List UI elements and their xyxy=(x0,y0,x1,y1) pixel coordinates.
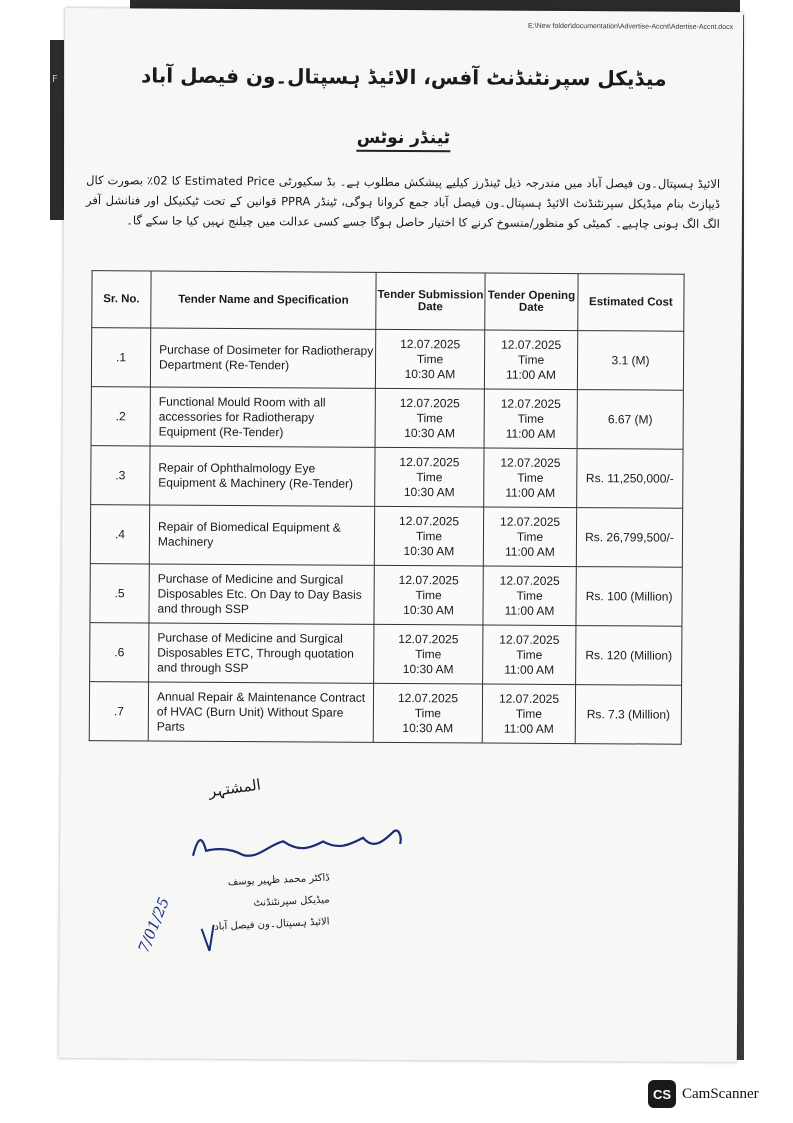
cell-estimated-cost: Rs. 26,799,500/- xyxy=(576,508,682,568)
tender-notice-title: ٹینڈر نوٹس xyxy=(64,126,742,150)
submission-time-label: Time xyxy=(415,587,442,602)
table-row xyxy=(90,623,682,686)
opening-date: 12.07.2025 xyxy=(500,514,561,529)
submission-time: 10:30 AM xyxy=(403,602,454,617)
cell-sr-no: .7 xyxy=(89,682,148,741)
cell-sr-no: .4 xyxy=(90,505,149,564)
header-estimated-cost: Estimated Cost xyxy=(578,274,684,332)
signatory-title: میڈیکل سپرنٹنڈنٹ xyxy=(253,894,330,909)
handwritten-date: 7/01/25 xyxy=(134,894,174,956)
cell-tender-name: Purchase of Medicine and Surgical Disposables ETC, Through quotation and through SSP xyxy=(149,623,374,683)
file-path: E:\New folder\documentation\Advertise-Accnt\Adertise-Accnt.docx xyxy=(528,22,734,32)
submission-time: 10:30 AM xyxy=(402,661,454,676)
submission-date: 12.07.2025 xyxy=(400,336,461,351)
cell-submission xyxy=(375,388,484,448)
initial-mark xyxy=(197,921,217,961)
header-tender-name: Tender Name and Specification xyxy=(151,271,376,329)
cell-sr-no: .6 xyxy=(90,623,149,682)
submission-time-label: Time xyxy=(416,351,444,366)
table-row xyxy=(89,682,681,745)
opening-date: 12.07.2025 xyxy=(500,396,561,411)
opening-time-label: Time xyxy=(517,411,544,426)
cell-estimated-cost: 6.67 (M) xyxy=(577,390,683,450)
cell-tender-name: Functional Mould Room with all accessories for Radiotherapy Equipment (Re-Tender) xyxy=(150,387,375,447)
cell-opening xyxy=(483,625,576,685)
submission-date: 12.07.2025 xyxy=(398,572,459,587)
opening-time-label: Time xyxy=(516,588,543,603)
opening-date: 12.07.2025 xyxy=(499,573,560,588)
cell-estimated-cost: Rs. 7.3 (Million) xyxy=(575,685,681,745)
signatory-organization: الائیڈ ہسپتال۔ون فیصل آباد xyxy=(214,916,330,933)
cell-submission xyxy=(375,329,484,389)
opening-time-label: Time xyxy=(517,352,545,367)
cell-submission xyxy=(374,565,483,625)
table-row xyxy=(90,564,682,627)
signatory-stamp xyxy=(170,871,330,938)
cell-estimated-cost: Rs. 11,250,000/- xyxy=(577,449,683,509)
cell-sr-no: .3 xyxy=(91,446,150,505)
submission-time-label: Time xyxy=(414,705,442,720)
signature-mark xyxy=(188,821,418,872)
opening-date: 12.07.2025 xyxy=(500,455,561,470)
header-sr-no: Sr. No. xyxy=(92,271,151,328)
opening-date: 12.07.2025 xyxy=(499,632,560,647)
submission-time: 10:30 AM xyxy=(403,543,455,558)
opening-time: 11:00 AM xyxy=(505,426,556,441)
camscanner-logo-icon: CS xyxy=(648,1080,676,1108)
cell-sr-no: .2 xyxy=(91,387,150,446)
tender-table xyxy=(89,270,685,745)
table-row xyxy=(90,505,682,568)
submission-time: 10:30 AM xyxy=(402,720,454,735)
opening-time: 11:00 AM xyxy=(503,721,554,736)
cell-opening xyxy=(484,389,577,449)
submission-time-label: Time xyxy=(416,410,443,425)
notice-intro-paragraph: الائیڈ ہسپتال۔ون فیصل آباد میں مندرجہ ذیل ٹینڈرز کیلیے پیشکش مطلوب ہے۔ بڈ سکیورٹی Estimated Price کا 02٪ بصورت کال ڈیپازٹ بنام میڈیکل سپرنٹنڈنٹ الائیڈ ہسپتال۔ون فیصل آباد جمع کروانا ہوگی، ٹینڈر PPRA قوانین کے تحت ٹیکنیکل اور فنانشل آفر الگ الگ ہونی چاہیے۔ کمیٹی کو منظور/منسوخ کرنے کا اختیار حاصل ہوگا جسے کسی عدالت میں چیلنج نہیں کیا جا سکے گا۔ xyxy=(85,173,721,231)
cell-tender-name: Repair of Ophthalmology Eye Equipment & Machinery (Re-Tender) xyxy=(150,446,375,506)
cell-tender-name: Purchase of Medicine and Surgical Disposables Etc. On Day to Day Basis and through SSP xyxy=(149,564,374,624)
opening-time: 11:00 AM xyxy=(504,662,555,677)
signatory-name: ڈاکٹر محمد ظہیر یوسف xyxy=(227,872,331,889)
cell-tender-name: Purchase of Dosimeter for Radiotherapy Department (Re-Tender) xyxy=(150,328,375,388)
cell-tender-name: Repair of Biomedical Equipment & Machinery xyxy=(149,505,374,565)
cell-opening xyxy=(482,684,575,744)
opening-time-label: Time xyxy=(517,470,544,485)
opening-time: 11:00 AM xyxy=(504,603,555,618)
cell-sr-no: .1 xyxy=(91,328,150,387)
opening-time-label: Time xyxy=(516,647,543,662)
submission-date: 12.07.2025 xyxy=(399,513,460,528)
cell-opening xyxy=(483,507,576,567)
cell-sr-no: .5 xyxy=(90,564,149,623)
opening-time: 11:00 AM xyxy=(504,544,555,559)
submission-date: 12.07.2025 xyxy=(397,690,459,705)
submission-time-label: Time xyxy=(415,528,443,543)
document-heading: میڈیکل سپرنٹنڈنٹ آفس، الائیڈ ہسپتال۔ون فیصل آباد xyxy=(140,63,667,91)
opening-time: 11:00 AM xyxy=(505,485,556,500)
table-header-row xyxy=(92,271,684,332)
submission-date: 12.07.2025 xyxy=(398,631,459,646)
background-strip-left: F xyxy=(50,40,64,220)
table-row xyxy=(91,387,683,450)
table-row xyxy=(91,446,683,509)
cell-estimated-cost: 3.1 (M) xyxy=(577,331,683,391)
opening-time-label: Time xyxy=(515,706,543,721)
cell-submission xyxy=(374,506,483,566)
cell-estimated-cost: Rs. 120 (Million) xyxy=(576,626,682,686)
submission-date: 12.07.2025 xyxy=(399,395,460,410)
table-row xyxy=(91,328,683,391)
submission-time: 10:30 AM xyxy=(404,366,456,381)
submission-date: 12.07.2025 xyxy=(399,454,460,469)
camscanner-watermark xyxy=(648,1080,759,1108)
camscanner-label: CamScanner xyxy=(682,1085,759,1102)
scanned-document xyxy=(59,8,743,1062)
cell-opening xyxy=(484,448,577,508)
submission-time-label: Time xyxy=(416,469,443,484)
cell-opening xyxy=(484,330,577,390)
cell-tender-name: Annual Repair & Maintenance Contract of HVAC (Burn Unit) Without Spare Parts xyxy=(148,682,373,742)
submission-time: 10:30 AM xyxy=(404,425,456,440)
cell-opening xyxy=(483,566,576,626)
opening-time: 11:00 AM xyxy=(506,367,556,382)
advertiser-label: المشتہر xyxy=(207,775,262,801)
submission-time: 10:30 AM xyxy=(403,484,455,499)
header-submission-date: Tender Submission Date xyxy=(376,272,485,330)
header-opening-date: Tender Opening Date xyxy=(485,273,578,331)
opening-date: 12.07.2025 xyxy=(498,691,560,706)
cell-submission xyxy=(373,683,482,743)
opening-time-label: Time xyxy=(516,529,544,544)
cell-estimated-cost: Rs. 100 (Million) xyxy=(576,567,682,627)
cell-submission xyxy=(375,447,484,507)
cell-submission xyxy=(374,624,483,684)
submission-time-label: Time xyxy=(415,646,442,661)
opening-date: 12.07.2025 xyxy=(501,337,562,352)
